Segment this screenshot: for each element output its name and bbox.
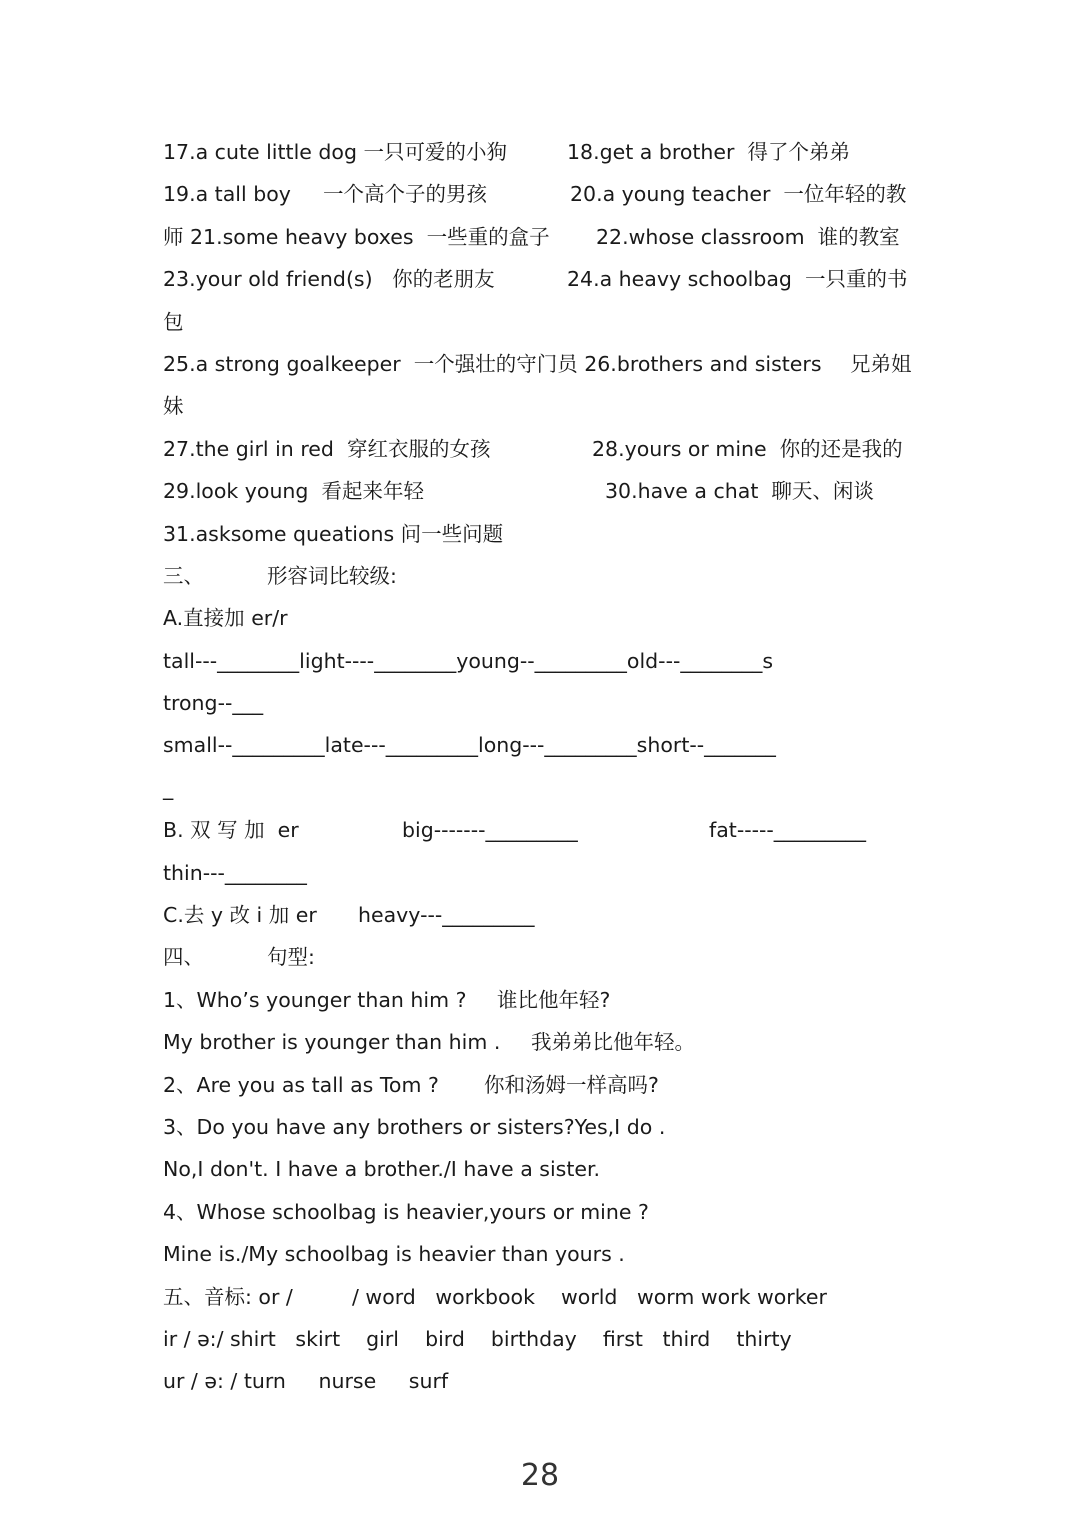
sentence-3b-text: No,I don't. I have a brother./I have a sister. [163, 1157, 601, 1182]
section-3-title: 形容词比较级: [267, 563, 397, 588]
phonetics-ur-text: ur / ə: / turn nurse surf [163, 1369, 449, 1394]
sentence-1b-en: My brother is younger than him . [163, 1030, 501, 1055]
sentence-4b [163, 1233, 920, 1275]
phonetics-ir-text: ir / ə:/ shirt skirt girl bird birthday first third thirty [163, 1326, 792, 1351]
vocab-item-31: 31.asksome queations 问一些问题 [163, 521, 504, 546]
vocab-item-22: 22.whose classroom 谁的教室 [596, 224, 900, 249]
sentence-4 [163, 1191, 920, 1233]
sentence-3-text: 3、Do you have any brothers or sisters?Yes,I do . [163, 1114, 666, 1139]
sentence-2-cn: 你和汤姆一样高吗? [484, 1072, 659, 1097]
vocab-item-28: 28.yours or mine 你的还是我的 [592, 436, 903, 461]
vocab-item-24: 24.a heavy schoolbag 一只重的书 [567, 267, 908, 292]
rule-a-exercise-2-text: trong--___ [163, 691, 264, 716]
vocab-line-7 [163, 385, 920, 427]
rule-b-big: big-------_________ [402, 818, 578, 843]
sentence-1b-cn: 我弟弟比他年轻。 [531, 1030, 695, 1055]
rule-b-line-2 [163, 852, 920, 894]
section-4-heading [163, 936, 920, 978]
vocab-item-25-26: 25.a strong goalkeeper 一个强壮的守门员 26.brothers and sisters [163, 351, 822, 376]
sentence-1 [163, 979, 920, 1021]
sentence-1b [163, 1021, 920, 1063]
vocab-item-26-cn: 兄弟姐 [850, 351, 912, 376]
vocab-item-19-cn: 一个高个子的男孩 [323, 182, 487, 207]
rule-a-exercise-3 [163, 724, 920, 766]
document-body [163, 131, 920, 1403]
rule-b-line [163, 809, 920, 851]
vocab-line-3 [163, 216, 920, 258]
rule-a-exercise-4-text: _ [163, 775, 174, 800]
page-number: 28 [520, 1458, 560, 1493]
rule-c-heavy: heavy---_________ [358, 903, 535, 928]
section-4-number: 四、 [163, 945, 204, 970]
vocab-item-21: 师 21.some heavy boxes 一些重的盒子 [163, 224, 550, 249]
vocab-line-5 [163, 301, 920, 343]
section-3-heading [163, 555, 920, 597]
vocab-line-9 [163, 470, 920, 512]
sentence-1-cn: 谁比他年轻? [497, 987, 611, 1012]
vocab-item-27: 27.the girl in red 穿红衣服的女孩 [163, 436, 491, 461]
sentence-2 [163, 1064, 920, 1106]
sentence-3b [163, 1148, 920, 1190]
rule-c-line [163, 894, 920, 936]
phonetics-line-2 [163, 1318, 920, 1360]
sentence-3 [163, 1106, 920, 1148]
vocab-item-23: 23.your old friend(s) 你的老朋友 [163, 267, 495, 292]
phonetics-line-3 [163, 1360, 920, 1402]
rule-b-fat: fat-----_________ [709, 818, 867, 843]
vocab-line-1 [163, 131, 920, 173]
rule-c-title: C.去 y 改 i 加 er [163, 903, 317, 928]
rule-b-title: B. 双 写 加 er [163, 818, 299, 843]
rule-a-exercise-1-text: tall---________light----________young--_________old---________s [163, 648, 774, 673]
sentence-4-text: 4、Whose schoolbag is heavier,yours or mine ? [163, 1199, 649, 1224]
phonetics-or-words: / word workbook world worm work worker [352, 1284, 827, 1309]
sentence-4b-text: Mine is./My schoolbag is heavier than yours . [163, 1242, 625, 1267]
vocab-item-26-cont: 妹 [163, 394, 184, 419]
vocab-item-24-cont: 包 [163, 309, 184, 334]
vocab-line-10 [163, 513, 920, 555]
vocab-item-29: 29.look young 看起来年轻 [163, 479, 424, 504]
sentence-2-en: 2、Are you as tall as Tom ? [163, 1072, 439, 1097]
vocab-line-8 [163, 428, 920, 470]
rule-a-text: A.直接加 er/r [163, 606, 288, 631]
phonetics-line-1 [163, 1276, 920, 1318]
vocab-item-18: 18.get a brother 得了个弟弟 [567, 140, 850, 164]
vocab-item-30: 30.have a chat 聊天、闲谈 [605, 479, 874, 504]
vocab-line-2 [163, 173, 920, 215]
vocab-item-17: 17.a cute little dog 一只可爱的小狗 [163, 140, 507, 164]
rule-a-exercise-2 [163, 682, 920, 724]
rule-b-thin: thin---________ [163, 860, 307, 885]
rule-a-exercise-3-text: small--_________late---_________long---_________short--_______ [163, 733, 776, 758]
phonetics-or-label: 五、音标: or / [163, 1284, 293, 1309]
section-4-title: 句型: [267, 945, 315, 970]
vocab-line-4 [163, 258, 920, 300]
sentence-1-en: 1、Who’s younger than him ? [163, 987, 467, 1012]
vocab-line-6 [163, 343, 920, 385]
vocab-item-20: 20.a young teacher 一位年轻的教 [570, 182, 907, 207]
rule-a-exercise-4 [163, 767, 920, 809]
vocab-item-19: 19.a tall boy [163, 182, 291, 207]
rule-a-title [163, 597, 920, 639]
section-3-number: 三、 [163, 563, 204, 588]
rule-a-exercise-1 [163, 640, 920, 682]
